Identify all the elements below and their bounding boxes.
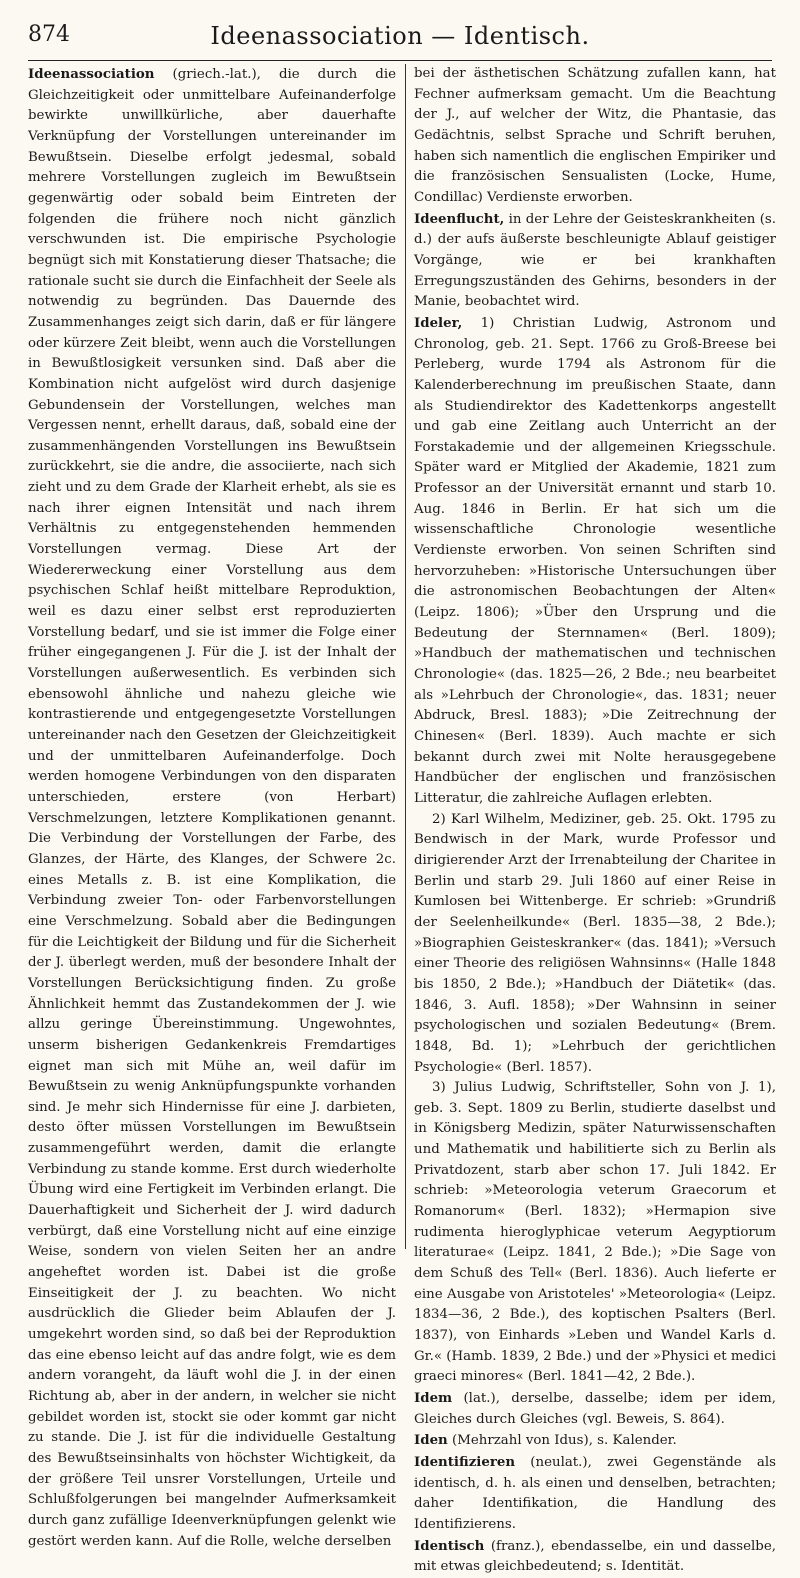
page-header [28,22,772,62]
right-column [414,64,776,1575]
entry-text: (Mehrzahl von Idus), s. Kalender. [447,1433,677,1449]
entry-text: (griech.-lat.), die durch die Gleichzeitigkeit oder unmittelbare Aufeinanderfolge bewirkte unwillkürliche, aber dauerhafte Verknüpfung der Vorstellungen untereinander im Bewußtsein. Dieselbe erfolgt jedesmal, sobald mehrere Vorstellungen zugleich im Bewußtsein gegenwärtig oder sobald beim Eintreten der folgenden die frühere noch nicht gänzlich verschwunden ist. Die empirische Psychologie begnügt sich mit Konstatierung dieser Thatsache; die rationale sucht sie durch die Einfachheit der Seele als notwendig zu begründen. Das Dauernde des Zusammenhanges zeigt sich darin, daß er für längere oder kürzere Zeit bleibt, wenn auch die Vorstellungen in Bewußtlosigkeit versunken sind. Daß aber die Kombination nicht aufgelöst wird durch dasjenige Gebundensein der Vorstellungen, welches man Vergessen nennt, erhellt daraus, daß, sobald eine der zusammenhängenden Vorstellungen ins Bewußtsein zurückkehrt, sie die andre, die associierte, nach sich zieht und zu dem Grade der Klarheit erhebt, als sie es nach ihrer eignen Intensität und nach ihrem Verhältnis zu entgegenstehenden hemmenden Vorstellungen vermag. Diese Art der Wiedererweckung einer Vorstellung aus dem psychischen Schlaf heißt mittelbare Reproduktion, weil es dazu einer selbst erst reproduzierten Vorstellung bedarf, und sie ist immer die Folge einer früher eingegangenen J. Für die J. ist der Inhalt der Vorstellungen außerwesentlich. Es verbinden sich ebensowohl ähnliche und nahezu gleiche wie kontrastierende und entgegengesetzte Vorstellungen untereinander nach den Gesetzen der Gleichzeitigkeit und der unmittelbaren Aufeinanderfolge. Doch werden homogene Verbindungen von den disparaten unterschieden, erstere (von Herbart) Verschmelzungen, letztere Komplikationen genannt. Die Verbindung der Vorstellungen der Farbe, des Glanzes, der Härte, des Klanges, der Schwere 2c. eines Metalls z. B. ist eine Komplikation, die Verbindung zweier Ton- oder Farbenvorstellungen eine Verschmelzung. Sobald aber die Bedingungen für die Leichtigkeit der Bildung und für die Sicherheit der J. überlegt werden, muß der besondere Inhalt der Vorstellungen Berücksichtigung finden. Zu große Ähnlichkeit hemmt das Zustandekommen der J. wie allzu geringe Übereinstimmung. Ungewohntes, unserm bisherigen Gedankenkreis Fremdartiges eignet man sich mit Mühe an, weil dafür im Bewußtsein zu wenig Anknüpfungspunkte vorhanden sind. Je mehr sich Hindernisse für eine J. darbieten, desto öfter müssen Vorstellungen im Bewußtsein zusammengeführt werden, damit die erlangte Verbindung zu stande komme. Erst durch wiederholte Übung wird eine Fertigkeit im Verbinden erlangt. Die Dauerhaftigkeit und Sicherheit der J. wird dadurch verbürgt, daß eine Vorstellung nicht auf eine einzige Weise, sondern von vielen Seiten her an andre angeheftet worden ist. Dabei ist die große Einseitigkeit der J. zu beachten. Wo nicht ausdrücklich die Glieder beim Ablaufen der J. umgekehrt worden sind, so daß bei der Reproduktion das eine ebenso leicht auf das andre folgt, wie es dem andern vorangeht, da läuft wohl die J. in der einen Richtung ab, aber in der andern, in welcher sie nicht gebildet worden ist, stockt sie oder kommt gar nicht zu stande. Die J. ist für die individuelle Gestaltung des Bewußtseinsinhalts von höchster Wichtigkeit, da der größere Teil unsrer Vorstellungen, Urteile und Schlußfolgerungen bei mangelnder Aufmerksamkeit durch ganz zufällige Ideenverknüpfungen gelenkt wie gestört werden kann. Auf die Rolle, welche derselben [28,67,396,1549]
header-rule [28,60,772,61]
entry-headword: Iden [414,1432,448,1449]
entry-headword: Ideenflucht, [414,210,505,227]
dictionary-entry [414,1078,776,1388]
entry-text: in der Lehre der Geisteskrankheiten (s. d.) der aufs äußerste beschleunigte Ablauf geistiger Vorgänge, wie er bei krankhaften Erregungszuständen des Gehirns, besonders in der Manie, beobachtet wird. [414,211,776,310]
entry-text: 3) Julius Ludwig, Schriftsteller, Sohn von J. 1), geb. 3. Sept. 1809 zu Berlin, studierte daselbst und in Königsberg Medizin, später Naturwissenschaften und Mathematik und habilitierte sich zu Berlin als Privatdozent, starb aber schon 17. Juli 1842. Er schrieb: »Meteorologia veterum Graecorum et Romanorum« (Berl. 1832); »Hermapion sive rudimenta hieroglyphicae veterum Aegyptiorum literaturae« (Leipz. 1841, 2 Bde.); »Die Sage von dem Schuß des Tell« (Berl. 1836). Auch lieferte er eine Ausgabe von Aristoteles' »Meteorologia« (Leipz. 1834—36, 2 Bde.), des koptischen Psalters (Berl. 1837), von Einhards »Leben und Wandel Karls d. Gr.« (Hamb. 1839, 2 Bde.) und der »Physici et medici graeci minores« (Berl. 1841—42, 2 Bde.). [414,1080,776,1385]
page-number: 874 [28,22,70,47]
dictionary-entry [414,1452,776,1536]
column-divider [405,64,406,1249]
entry-text: (lat.), derselbe, dasselbe; idem per idem, Gleiches durch Gleiches (vgl. Beweis, S. 864). [414,1391,776,1427]
dictionary-entry [414,1430,776,1452]
dictionary-entry [414,64,776,209]
entry-headword: Ideenassociation [28,66,155,82]
entry-text: (neulat.), zwei Gegenstände als identisch, d. h. als einen und denselben, betrachten; daher Identifikation, die Handlung des Identifizierens. [414,1454,776,1532]
dictionary-entry [414,1536,776,1578]
running-title: Ideenassociation — Identisch. [210,22,590,50]
entry-headword: Ideler, [414,314,463,331]
dictionary-entry [28,64,396,1552]
dictionary-entry [414,313,776,810]
entry-headword: Identifizieren [414,1453,516,1470]
dictionary-entry [414,1388,776,1430]
entry-headword: Idem [414,1390,453,1406]
entry-text: (franz.), ebendasselbe, ein und dasselbe, mit etwas gleichbedeutend; s. Identität. [414,1538,776,1575]
dictionary-entry [414,209,776,313]
entry-headword: Identisch [414,1537,485,1554]
entry-text: 2) Karl Wilhelm, Mediziner, geb. 25. Okt. 1795 zu Bendwisch in der Mark, wurde Professor und dirigierender Arzt der Irrenabteilung der Charitee in Berlin und starb 29. Juli 1860 auf einer Reise in Kumlosen bei Wittenberge. Er schrieb: »Grundriß der Seelenheilkunde« (Berl. 1835—38, 2 Bde.); »Biographien Geisteskranker« (das. 1841); »Versuch einer Theorie des religiösen Wahnsinns« (Halle 1848 bis 1850, 2 Bde.); »Handbuch der Diätetik« (das. 1846, 3. Aufl. 1858); »Der Wahnsinn in seiner psychologischen und sozialen Bedeutung« (Brem. 1848, Bd. 1); »Lehrbuch der gerichtlichen Psychologie« (Berl. 1857). [414,811,776,1075]
dictionary-entry [414,810,776,1079]
entry-text: bei der ästhetischen Schätzung zufallen kann, hat Fechner aufmerksam gemacht. Um die Beachtung der J., auf welcher der Witz, die Phantasie, das Gedächtnis, selbst Sprache und Schrift beruhen, haben sich namentlich die englischen Empiriker und die französischen Sensualisten (Locke, Hume, Condillac) Verdienste erworben. [414,66,776,205]
entry-text: 1) Christian Ludwig, Astronom und Chronolog, geb. 21. Sept. 1766 zu Groß-Breese bei Perleberg, wurde 1794 als Astronom für die Kalenderberechnung im preußischen Staate, dann als Studiendirektor des Kadettenkorps angestellt und gab eine Zeitlang auch Unterricht an der Forstakademie und der allgemeinen Kriegsschule. Später ward er Mitglied der Akademie, 1821 zum Professor an der Universität ernannt und starb 10. Aug. 1846 in Berlin. Er hat sich um die wissenschaftliche Chronologie wesentliche Verdienste erworben. Von seinen Schriften sind hervorzuheben: »Historische Untersuchungen über die astronomischen Beobachtungen der Alten« (Leipz. 1806); »Über den Ursprung und die Bedeutung der Sternnamen« (Berl. 1809); »Handbuch der mathematischen und technischen Chronologie« (das. 1825—26, 2 Bde.; neu bearbeitet als »Lehrbuch der Chronologie«, das. 1831; neuer Abdruck, Bresl. 1883); »Die Zeitrechnung der Chinesen« (Berl. 1839). Auch machte er sich bekannt durch zwei mit Nolte herausgegebene Handbücher der englischen und französischen Litteratur, die zahlreiche Auflagen erlebten. [414,315,776,806]
left-column [28,64,396,1549]
